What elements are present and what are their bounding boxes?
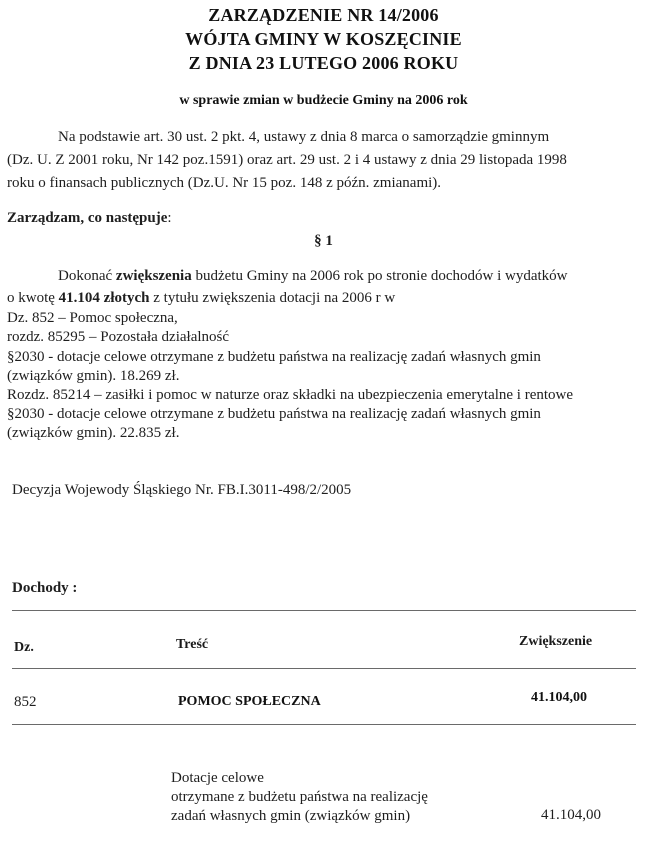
body-line-6: (związków gmin). 18.269 zł. [7,368,180,384]
body-line-3: Dz. 852 – Pomoc społeczna, [7,310,178,326]
body-line-9: (związków gmin). 22.835 zł. [7,425,180,441]
document-subject: w sprawie zmian w budżecie Gminy na 2006 rok [179,93,468,108]
body-line-2-pre: o kwotę [7,290,59,306]
column-header-increase: Zwiększenie [519,634,593,649]
table-divider-header [12,668,636,669]
ordering-text: Zarządzam, co następuje [7,210,168,226]
body-line-8: §2030 - dotacje celowe otrzymane z budżetu państwa na realizację zadań własnych gmin [7,406,541,422]
preamble-line-2: (Dz. U. Z 2001 roku, Nr 142 poz.1591) oraz art. 29 ust. 2 i 4 ustawy z dnia 29 listopada 1998 [7,152,567,168]
detail-amount: 41.104,00 [541,807,601,823]
body-line-1 [58,268,568,285]
preamble-line-1: Na podstawie art. 30 ust. 2 pkt. 4, ustawy z dnia 8 marca o samorządzie gminnym [58,129,550,145]
body-line-2-bold: 41.104 złotych [58,290,150,306]
detail-line-3: zadań własnych gmin (związków gmin) [171,808,411,824]
column-header-tresc: Treść [176,637,209,652]
table-divider-top [12,610,636,611]
preamble-line-3: roku o finansach publicznych (Dz.U. Nr 15 poz. 148 z późn. zmianami). [7,175,442,191]
body-line-1-post: budżetu Gminy na 2006 rok po stronie dochodów i wydatków [191,268,568,284]
document-title-line-2: WÓJTA GMINY W KOSZĘCINIE [185,29,462,49]
table-row-tresc: POMOC SPOŁECZNA [178,694,321,709]
detail-line-1: Dotacje celowe [171,770,264,786]
document-title-line-1: ZARZĄDZENIE NR 14/2006 [208,5,439,25]
detail-line-2: otrzymane z budżetu państwa na realizację [171,789,428,805]
table-divider-row [12,724,636,725]
body-line-7: Rozdz. 85214 – zasiłki i pomoc w naturze oraz składki na ubezpieczenia emerytalne i rentowe [7,387,574,403]
ordering-colon: : [167,210,172,226]
body-line-2-post: z tytułu zwiększenia dotacji na 2006 r w [149,290,396,306]
table-row-dz: 852 [14,694,37,710]
body-line-2 [7,290,395,307]
section-mark: § 1 [314,233,333,249]
body-line-4: rozdz. 85295 – Pozostała działalność [7,329,230,345]
body-line-1-bold: zwiększenia [115,268,192,284]
ordering-statement [7,210,172,227]
column-header-dz: Dz. [14,640,34,655]
table-row-amount: 41.104,00 [531,690,587,705]
decision-reference: Decyzja Wojewody Śląskiego Nr. FB.I.3011-498/2/2005 [12,482,352,498]
document-title-line-3: Z DNIA 23 LUTEGO 2006 ROKU [188,53,459,73]
body-line-1-pre: Dokonać [58,268,116,284]
body-line-5: §2030 - dotacje celowe otrzymane z budżetu państwa na realizację zadań własnych gmin [7,349,541,365]
income-label: Dochody : [12,580,78,596]
